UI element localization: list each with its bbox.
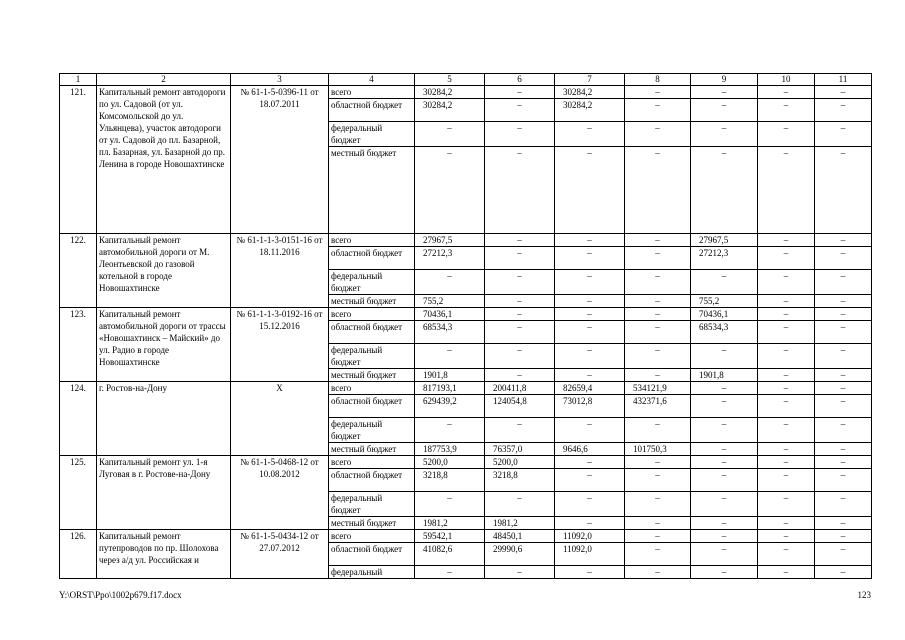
amount-cell: – <box>815 543 872 566</box>
object-name-cell: Капитальный ремонт автодороги по ул. Садовой (от ул. Комсомольской до ул. Ульянцева), участок автодороги от ул. Садовой до пл. Базарной, пл. Базарная, ул. Базарной до пр. Ленина в городе Новошахтинске <box>97 86 231 234</box>
amount-cell: – <box>691 530 758 543</box>
amount-cell: 68534,3 <box>691 321 758 344</box>
amount-cell: – <box>415 147 485 234</box>
amount-cell: – <box>815 321 872 344</box>
amount-cell: 629439,2 <box>415 395 485 418</box>
amount-cell: – <box>485 99 555 122</box>
amount-cell: – <box>415 492 485 517</box>
amount-cell: – <box>691 566 758 579</box>
funding-source-cell: всего <box>329 308 415 321</box>
amount-cell: – <box>691 382 758 395</box>
table-row <box>60 308 872 321</box>
amount-cell: – <box>625 566 691 579</box>
amount-cell: – <box>555 566 625 579</box>
amount-cell: 70436,1 <box>415 308 485 321</box>
amount-cell: – <box>555 295 625 308</box>
object-name-cell: Капитальный ремонт автомобильной дороги от трассы «Новошахтинск – Майский» до ул. Радио в городе Новошахтинске <box>97 308 231 382</box>
amount-cell: – <box>691 456 758 469</box>
header-cell: 11 <box>815 74 872 86</box>
amount-cell: – <box>758 344 815 369</box>
amount-cell: 82659,4 <box>555 382 625 395</box>
amount-cell: – <box>758 270 815 295</box>
amount-cell: 30284,2 <box>415 99 485 122</box>
amount-cell: – <box>691 270 758 295</box>
funding-source-cell: местный бюджет <box>329 369 415 382</box>
funding-source-cell: всего <box>329 456 415 469</box>
amount-cell: – <box>815 270 872 295</box>
amount-cell: – <box>758 321 815 344</box>
amount-cell: – <box>691 147 758 234</box>
amount-cell: – <box>625 295 691 308</box>
funding-source-cell: федеральный бюджет <box>329 418 415 443</box>
registration-cell: № 61-1-5-0396-11 от 18.07.2011 <box>231 86 329 234</box>
item-number-cell: 122. <box>60 234 97 308</box>
amount-cell: – <box>691 122 758 147</box>
amount-cell: – <box>758 517 815 530</box>
amount-cell: 59542,1 <box>415 530 485 543</box>
amount-cell: – <box>815 443 872 456</box>
amount-cell: – <box>815 234 872 247</box>
amount-cell: – <box>758 147 815 234</box>
amount-cell: 200411,8 <box>485 382 555 395</box>
amount-cell: – <box>555 492 625 517</box>
funding-source-cell: федеральный бюджет <box>329 492 415 517</box>
amount-cell: – <box>485 308 555 321</box>
amount-cell: – <box>815 530 872 543</box>
amount-cell: 9646,6 <box>555 443 625 456</box>
registration-cell: № 61-1-5-0434-12 от 27.07.2012 <box>231 530 329 579</box>
amount-cell: – <box>415 270 485 295</box>
amount-cell: – <box>691 344 758 369</box>
amount-cell: – <box>415 344 485 369</box>
amount-cell: – <box>815 99 872 122</box>
amount-cell: 432371,6 <box>625 395 691 418</box>
amount-cell: 27212,3 <box>415 247 485 270</box>
amount-cell: 76357,0 <box>485 443 555 456</box>
header-cell: 2 <box>97 74 231 86</box>
amount-cell: – <box>625 344 691 369</box>
header-cell: 8 <box>625 74 691 86</box>
amount-cell: – <box>555 247 625 270</box>
amount-cell: – <box>555 308 625 321</box>
amount-cell: – <box>758 382 815 395</box>
budget-table <box>59 73 872 579</box>
amount-cell: – <box>758 99 815 122</box>
amount-cell: – <box>815 517 872 530</box>
amount-cell: – <box>555 344 625 369</box>
amount-cell: – <box>555 469 625 492</box>
item-number-cell: 123. <box>60 308 97 382</box>
amount-cell: 5200,0 <box>415 456 485 469</box>
table-body <box>60 74 872 579</box>
amount-cell: – <box>758 86 815 99</box>
header-cell: 5 <box>415 74 485 86</box>
amount-cell: – <box>758 543 815 566</box>
amount-cell: – <box>485 418 555 443</box>
item-number-cell: 125. <box>60 456 97 530</box>
amount-cell: – <box>758 566 815 579</box>
amount-cell: 3218,8 <box>415 469 485 492</box>
amount-cell: – <box>555 122 625 147</box>
amount-cell: – <box>758 369 815 382</box>
table-row <box>60 86 872 99</box>
funding-source-cell: областной бюджет <box>329 99 415 122</box>
amount-cell: – <box>485 369 555 382</box>
amount-cell: 534121,9 <box>625 382 691 395</box>
column-number-row <box>60 74 872 86</box>
amount-cell: 27212,3 <box>691 247 758 270</box>
amount-cell: – <box>485 247 555 270</box>
funding-source-cell: местный бюджет <box>329 517 415 530</box>
file-path: Y:\ORST\Ppo\1002p679.f17.docx <box>59 590 182 600</box>
amount-cell: – <box>485 147 555 234</box>
amount-cell: – <box>555 456 625 469</box>
amount-cell: 755,2 <box>415 295 485 308</box>
amount-cell: – <box>815 456 872 469</box>
amount-cell: – <box>815 566 872 579</box>
table-row <box>60 382 872 395</box>
amount-cell: – <box>758 308 815 321</box>
amount-cell: – <box>815 147 872 234</box>
amount-cell: 11092,0 <box>555 530 625 543</box>
amount-cell: 30284,2 <box>555 99 625 122</box>
amount-cell: – <box>485 86 555 99</box>
header-cell: 7 <box>555 74 625 86</box>
amount-cell: – <box>415 566 485 579</box>
amount-cell: – <box>485 234 555 247</box>
amount-cell: – <box>555 147 625 234</box>
amount-cell: 30284,2 <box>415 86 485 99</box>
amount-cell: – <box>625 247 691 270</box>
amount-cell: – <box>758 492 815 517</box>
amount-cell: – <box>758 469 815 492</box>
amount-cell: 68534,3 <box>415 321 485 344</box>
amount-cell: 70436,1 <box>691 308 758 321</box>
amount-cell: – <box>485 344 555 369</box>
header-cell: 6 <box>485 74 555 86</box>
amount-cell: – <box>625 270 691 295</box>
funding-source-cell: всего <box>329 382 415 395</box>
amount-cell: – <box>815 469 872 492</box>
amount-cell: – <box>758 247 815 270</box>
amount-cell: – <box>415 418 485 443</box>
object-name-cell: г. Ростов-на-Дону <box>97 382 231 456</box>
amount-cell: – <box>485 270 555 295</box>
funding-source-cell: федеральный <box>329 566 415 579</box>
funding-source-cell: местный бюджет <box>329 147 415 234</box>
header-cell: 4 <box>329 74 415 86</box>
amount-cell: – <box>815 308 872 321</box>
amount-cell: – <box>691 543 758 566</box>
amount-cell: – <box>485 492 555 517</box>
amount-cell: – <box>555 418 625 443</box>
funding-source-cell: областной бюджет <box>329 247 415 270</box>
funding-source-cell: федеральный бюджет <box>329 122 415 147</box>
amount-cell: – <box>758 395 815 418</box>
page-number: 123 <box>857 590 871 600</box>
amount-cell: – <box>758 456 815 469</box>
amount-cell: – <box>815 247 872 270</box>
amount-cell: – <box>625 418 691 443</box>
amount-cell: – <box>815 369 872 382</box>
amount-cell: 817193,1 <box>415 382 485 395</box>
amount-cell: 1981,2 <box>415 517 485 530</box>
amount-cell: – <box>625 234 691 247</box>
amount-cell: 124054,8 <box>485 395 555 418</box>
amount-cell: – <box>815 418 872 443</box>
registration-cell: № 61-1-1-3-0192-16 от 15.12.2016 <box>231 308 329 382</box>
registration-cell: Х <box>231 382 329 456</box>
amount-cell: – <box>758 234 815 247</box>
amount-cell: – <box>815 86 872 99</box>
amount-cell: – <box>625 99 691 122</box>
amount-cell: – <box>758 530 815 543</box>
amount-cell: – <box>625 469 691 492</box>
amount-cell: – <box>485 122 555 147</box>
amount-cell: – <box>555 234 625 247</box>
amount-cell: – <box>625 543 691 566</box>
amount-cell: – <box>415 122 485 147</box>
amount-cell: 3218,8 <box>485 469 555 492</box>
header-cell: 9 <box>691 74 758 86</box>
item-number-cell: 124. <box>60 382 97 456</box>
amount-cell: – <box>815 344 872 369</box>
amount-cell: – <box>555 369 625 382</box>
amount-cell: – <box>758 443 815 456</box>
table-row <box>60 530 872 543</box>
amount-cell: 755,2 <box>691 295 758 308</box>
registration-cell: № 61-1-5-0468-12 от 10.08.2012 <box>231 456 329 530</box>
amount-cell: – <box>555 321 625 344</box>
amount-cell: – <box>815 295 872 308</box>
amount-cell: 5200,0 <box>485 456 555 469</box>
amount-cell: – <box>815 122 872 147</box>
amount-cell: 48450,1 <box>485 530 555 543</box>
funding-source-cell: областной бюджет <box>329 469 415 492</box>
funding-source-cell: всего <box>329 86 415 99</box>
amount-cell: – <box>555 517 625 530</box>
funding-source-cell: местный бюджет <box>329 443 415 456</box>
amount-cell: – <box>625 492 691 517</box>
funding-source-cell: федеральный бюджет <box>329 270 415 295</box>
amount-cell: – <box>691 395 758 418</box>
amount-cell: 11092,0 <box>555 543 625 566</box>
amount-cell: – <box>625 122 691 147</box>
header-cell: 10 <box>758 74 815 86</box>
amount-cell: 1901,8 <box>691 369 758 382</box>
amount-cell: – <box>625 321 691 344</box>
amount-cell: – <box>758 122 815 147</box>
item-number-cell: 121. <box>60 86 97 234</box>
amount-cell: – <box>691 99 758 122</box>
amount-cell: – <box>815 492 872 517</box>
amount-cell: 30284,2 <box>555 86 625 99</box>
registration-cell: № 61-1-1-3-0151-16 от 18.11.2016 <box>231 234 329 308</box>
amount-cell: – <box>485 566 555 579</box>
amount-cell: – <box>625 369 691 382</box>
amount-cell: 27967,5 <box>415 234 485 247</box>
amount-cell: – <box>691 517 758 530</box>
amount-cell: – <box>555 270 625 295</box>
amount-cell: 41082,6 <box>415 543 485 566</box>
amount-cell: – <box>625 456 691 469</box>
amount-cell: 73012,8 <box>555 395 625 418</box>
amount-cell: 187753,9 <box>415 443 485 456</box>
amount-cell: 1981,2 <box>485 517 555 530</box>
funding-source-cell: областной бюджет <box>329 395 415 418</box>
amount-cell: 101750,3 <box>625 443 691 456</box>
item-number-cell: 126. <box>60 530 97 579</box>
object-name-cell: Капитальный ремонт путепроводов по пр. Шолохова через а/д ул. Российская и <box>97 530 231 579</box>
object-name-cell: Капитальный ремонт ул. 1-я Луговая в г. Ростове-на-Дону <box>97 456 231 530</box>
funding-source-cell: областной бюджет <box>329 321 415 344</box>
header-cell: 1 <box>60 74 97 86</box>
funding-source-cell: всего <box>329 530 415 543</box>
amount-cell: 1901,8 <box>415 369 485 382</box>
amount-cell: – <box>758 295 815 308</box>
amount-cell: – <box>691 492 758 517</box>
amount-cell: – <box>758 418 815 443</box>
amount-cell: – <box>625 530 691 543</box>
amount-cell: – <box>485 321 555 344</box>
funding-source-cell: местный бюджет <box>329 295 415 308</box>
amount-cell: 27967,5 <box>691 234 758 247</box>
amount-cell: – <box>691 418 758 443</box>
table-row <box>60 456 872 469</box>
funding-source-cell: федеральный бюджет <box>329 344 415 369</box>
table-row <box>60 234 872 247</box>
amount-cell: – <box>815 382 872 395</box>
amount-cell: – <box>691 469 758 492</box>
amount-cell: – <box>691 443 758 456</box>
amount-cell: – <box>485 295 555 308</box>
header-cell: 3 <box>231 74 329 86</box>
amount-cell: – <box>625 308 691 321</box>
funding-source-cell: областной бюджет <box>329 543 415 566</box>
amount-cell: – <box>815 395 872 418</box>
amount-cell: – <box>625 147 691 234</box>
amount-cell: – <box>691 86 758 99</box>
amount-cell: – <box>625 86 691 99</box>
object-name-cell: Капитальный ремонт автомобильной дороги от М. Леонтьевской до газовой котельной в городе Новошахтинске <box>97 234 231 308</box>
amount-cell: – <box>625 517 691 530</box>
amount-cell: 29990,6 <box>485 543 555 566</box>
funding-source-cell: всего <box>329 234 415 247</box>
